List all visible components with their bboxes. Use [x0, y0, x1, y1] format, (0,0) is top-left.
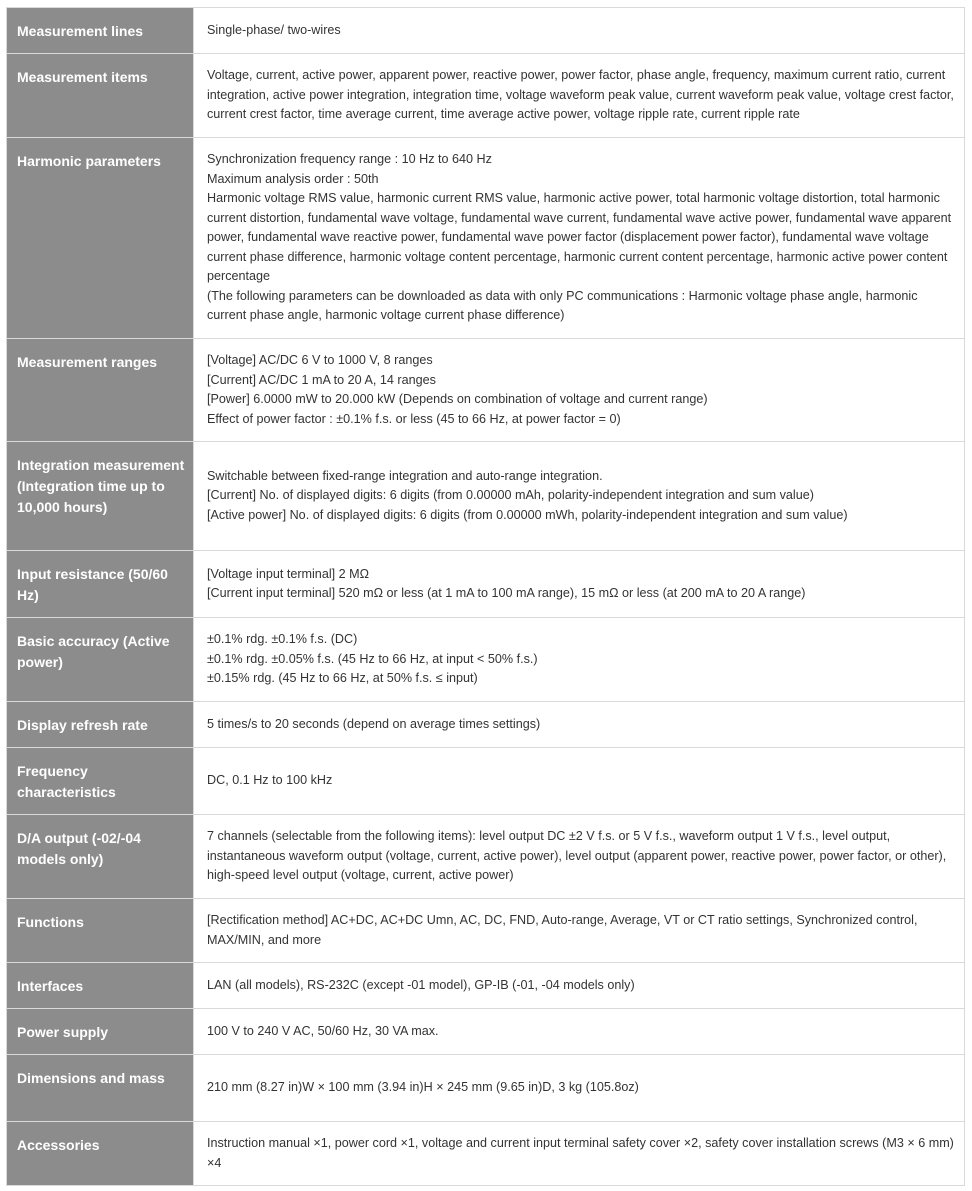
spec-value	[194, 138, 965, 339]
spec-value-text: [Voltage input terminal] 2 MΩ [Current input terminal] 520 mΩ or less (at 1 mA to 100 mA range), 15 mΩ or less (at 200 mA to 20 A range)	[207, 566, 806, 600]
spec-value-text: [Voltage] AC/DC 6 V to 1000 V, 8 ranges [Current] AC/DC 1 mA to 20 A, 14 ranges [Power] 6.0000 mW to 20.000 kW (Depends on combination of voltage and current range) Effect of power factor : ±0.1% f.s. or less (45 to 66 Hz, at power factor = 0)	[207, 353, 708, 426]
spec-label-text: Accessories	[17, 1137, 100, 1153]
spec-row-input-resistance	[7, 551, 965, 618]
spec-value-text: DC, 0.1 Hz to 100 kHz	[207, 773, 333, 788]
spec-value-text: Voltage, current, active power, apparent power, reactive power, power factor, phase angle, frequency, maximum current ratio, current integration, active power integration, integration time, voltage waveform peak value, current waveform peak value, voltage crest factor, current crest factor, time average current, time average active power, voltage ripple rate, current ripple rate	[207, 68, 954, 122]
spec-label-text: Measurement lines	[17, 23, 144, 39]
spec-value	[194, 1009, 965, 1055]
spec-value	[194, 899, 965, 963]
spec-value-text: ±0.1% rdg. ±0.1% f.s. (DC) ±0.1% rdg. ±0.05% f.s. (45 Hz to 66 Hz, at input < 50% f.s.) ±0.15% rdg. (45 Hz to 66 Hz, at 50% f.s. ≤ input)	[207, 632, 538, 686]
spec-label	[7, 339, 194, 442]
specifications-table	[6, 7, 965, 1186]
spec-value	[194, 1055, 965, 1122]
spec-value-text: LAN (all models), RS-232C (except -01 model), GP-IB (-01, -04 models only)	[207, 977, 635, 992]
spec-label	[7, 702, 194, 748]
spec-label	[7, 618, 194, 702]
spec-label	[7, 1009, 194, 1055]
spec-label	[7, 963, 194, 1009]
spec-label-text: Frequency characteristics	[17, 763, 116, 800]
spec-value-text: Single-phase/ two-wires	[207, 22, 341, 37]
spec-row-dimensions-mass	[7, 1055, 965, 1122]
spec-value	[194, 339, 965, 442]
spec-label-text: Display refresh rate	[17, 717, 148, 733]
spec-value	[194, 748, 965, 815]
spec-value	[194, 815, 965, 899]
spec-label	[7, 748, 194, 815]
spec-label-text: Functions	[17, 914, 84, 930]
spec-label	[7, 815, 194, 899]
spec-label-text: Measurement ranges	[17, 354, 158, 370]
spec-value-text: Synchronization frequency range : 10 Hz to 640 Hz Maximum analysis order : 50th Harmonic voltage RMS value, harmonic current RMS value, harmonic active power, total harmonic voltage distortion, total harmonic current distortion, fundamental wave voltage, fundamental wave current, fundamental wave active power, fundamental wave apparent power, fundamental wave reactive power, fundamental wave power factor (displacement power factor), fundamental wave voltage current phase difference, harmonic voltage content percentage, harmonic current content percentage, harmonic active power content percentage (The following parameters can be downloaded as data with only PC communications : Harmonic voltage phase angle, harmonic current phase angle, harmonic voltage current phase difference)	[207, 152, 952, 323]
spec-value	[194, 618, 965, 702]
spec-value	[194, 551, 965, 618]
spec-label	[7, 551, 194, 618]
spec-value-text: 210 mm (8.27 in)W × 100 mm (3.94 in)H × 245 mm (9.65 in)D, 3 kg (105.8oz)	[207, 1080, 639, 1095]
spec-label-text: Dimensions and mass	[17, 1070, 165, 1086]
spec-row-integration-measurement	[7, 442, 965, 551]
spec-value	[194, 1122, 965, 1186]
spec-label-text: Harmonic parameters	[17, 153, 161, 169]
spec-row-harmonic-parameters	[7, 138, 965, 339]
spec-row-accessories	[7, 1122, 965, 1186]
spec-row-power-supply	[7, 1009, 965, 1055]
spec-value	[194, 963, 965, 1009]
spec-value-text: 100 V to 240 V AC, 50/60 Hz, 30 VA max.	[207, 1023, 439, 1038]
spec-label-text: D/A output (-02/-04 models only)	[17, 830, 141, 867]
spec-row-basic-accuracy	[7, 618, 965, 702]
spec-value-text: [Rectification method] AC+DC, AC+DC Umn, AC, DC, FND, Auto-range, Average, VT or CT ratio settings, Synchronized control, MAX/MIN, and more	[207, 913, 918, 947]
spec-row-da-output	[7, 815, 965, 899]
spec-label-text: Basic accuracy (Active power)	[17, 633, 170, 670]
spec-value	[194, 702, 965, 748]
spec-row-frequency-characteristics	[7, 748, 965, 815]
spec-label-text: Interfaces	[17, 978, 84, 994]
spec-label-text: Input resistance (50/60 Hz)	[17, 566, 168, 603]
spec-label	[7, 8, 194, 54]
spec-label	[7, 899, 194, 963]
spec-row-measurement-ranges	[7, 339, 965, 442]
spec-row-functions	[7, 899, 965, 963]
spec-row-measurement-items	[7, 54, 965, 138]
spec-value-text: 5 times/s to 20 seconds (depend on average times settings)	[207, 716, 541, 731]
spec-label-text: Measurement items	[17, 69, 148, 85]
spec-row-interfaces	[7, 963, 965, 1009]
spec-label-text: Integration measurement (Integration time up to 10,000 hours)	[17, 457, 185, 515]
spec-value	[194, 8, 965, 54]
spec-value-text: 7 channels (selectable from the following items): level output DC ±2 V f.s. or 5 V f.s., waveform output 1 V f.s., level output, instantaneous waveform output (voltage, current, active power), level output (apparent power, reactive power, power factor, or other), high-speed level output (voltage, current, active power)	[207, 829, 947, 883]
spec-label	[7, 54, 194, 138]
spec-label	[7, 1122, 194, 1186]
spec-label	[7, 138, 194, 339]
spec-row-measurement-lines	[7, 8, 965, 54]
spec-label	[7, 1055, 194, 1122]
spec-row-display-refresh-rate	[7, 702, 965, 748]
spec-label	[7, 442, 194, 551]
spec-label-text: Power supply	[17, 1024, 109, 1040]
spec-value-text: Switchable between fixed-range integration and auto-range integration. [Current] No. of displayed digits: 6 digits (from 0.00000 mAh, polarity-independent integration and sum value) [Active power] No. of displayed digits: 6 digits (from 0.00000 mWh, polarity-independent integration and sum value)	[207, 468, 848, 522]
spec-value	[194, 54, 965, 138]
spec-value-text: Instruction manual ×1, power cord ×1, voltage and current input terminal safety cover ×2, safety cover installation screws (M3 × 6 mm) ×4	[207, 1136, 954, 1170]
spec-value	[194, 442, 965, 551]
